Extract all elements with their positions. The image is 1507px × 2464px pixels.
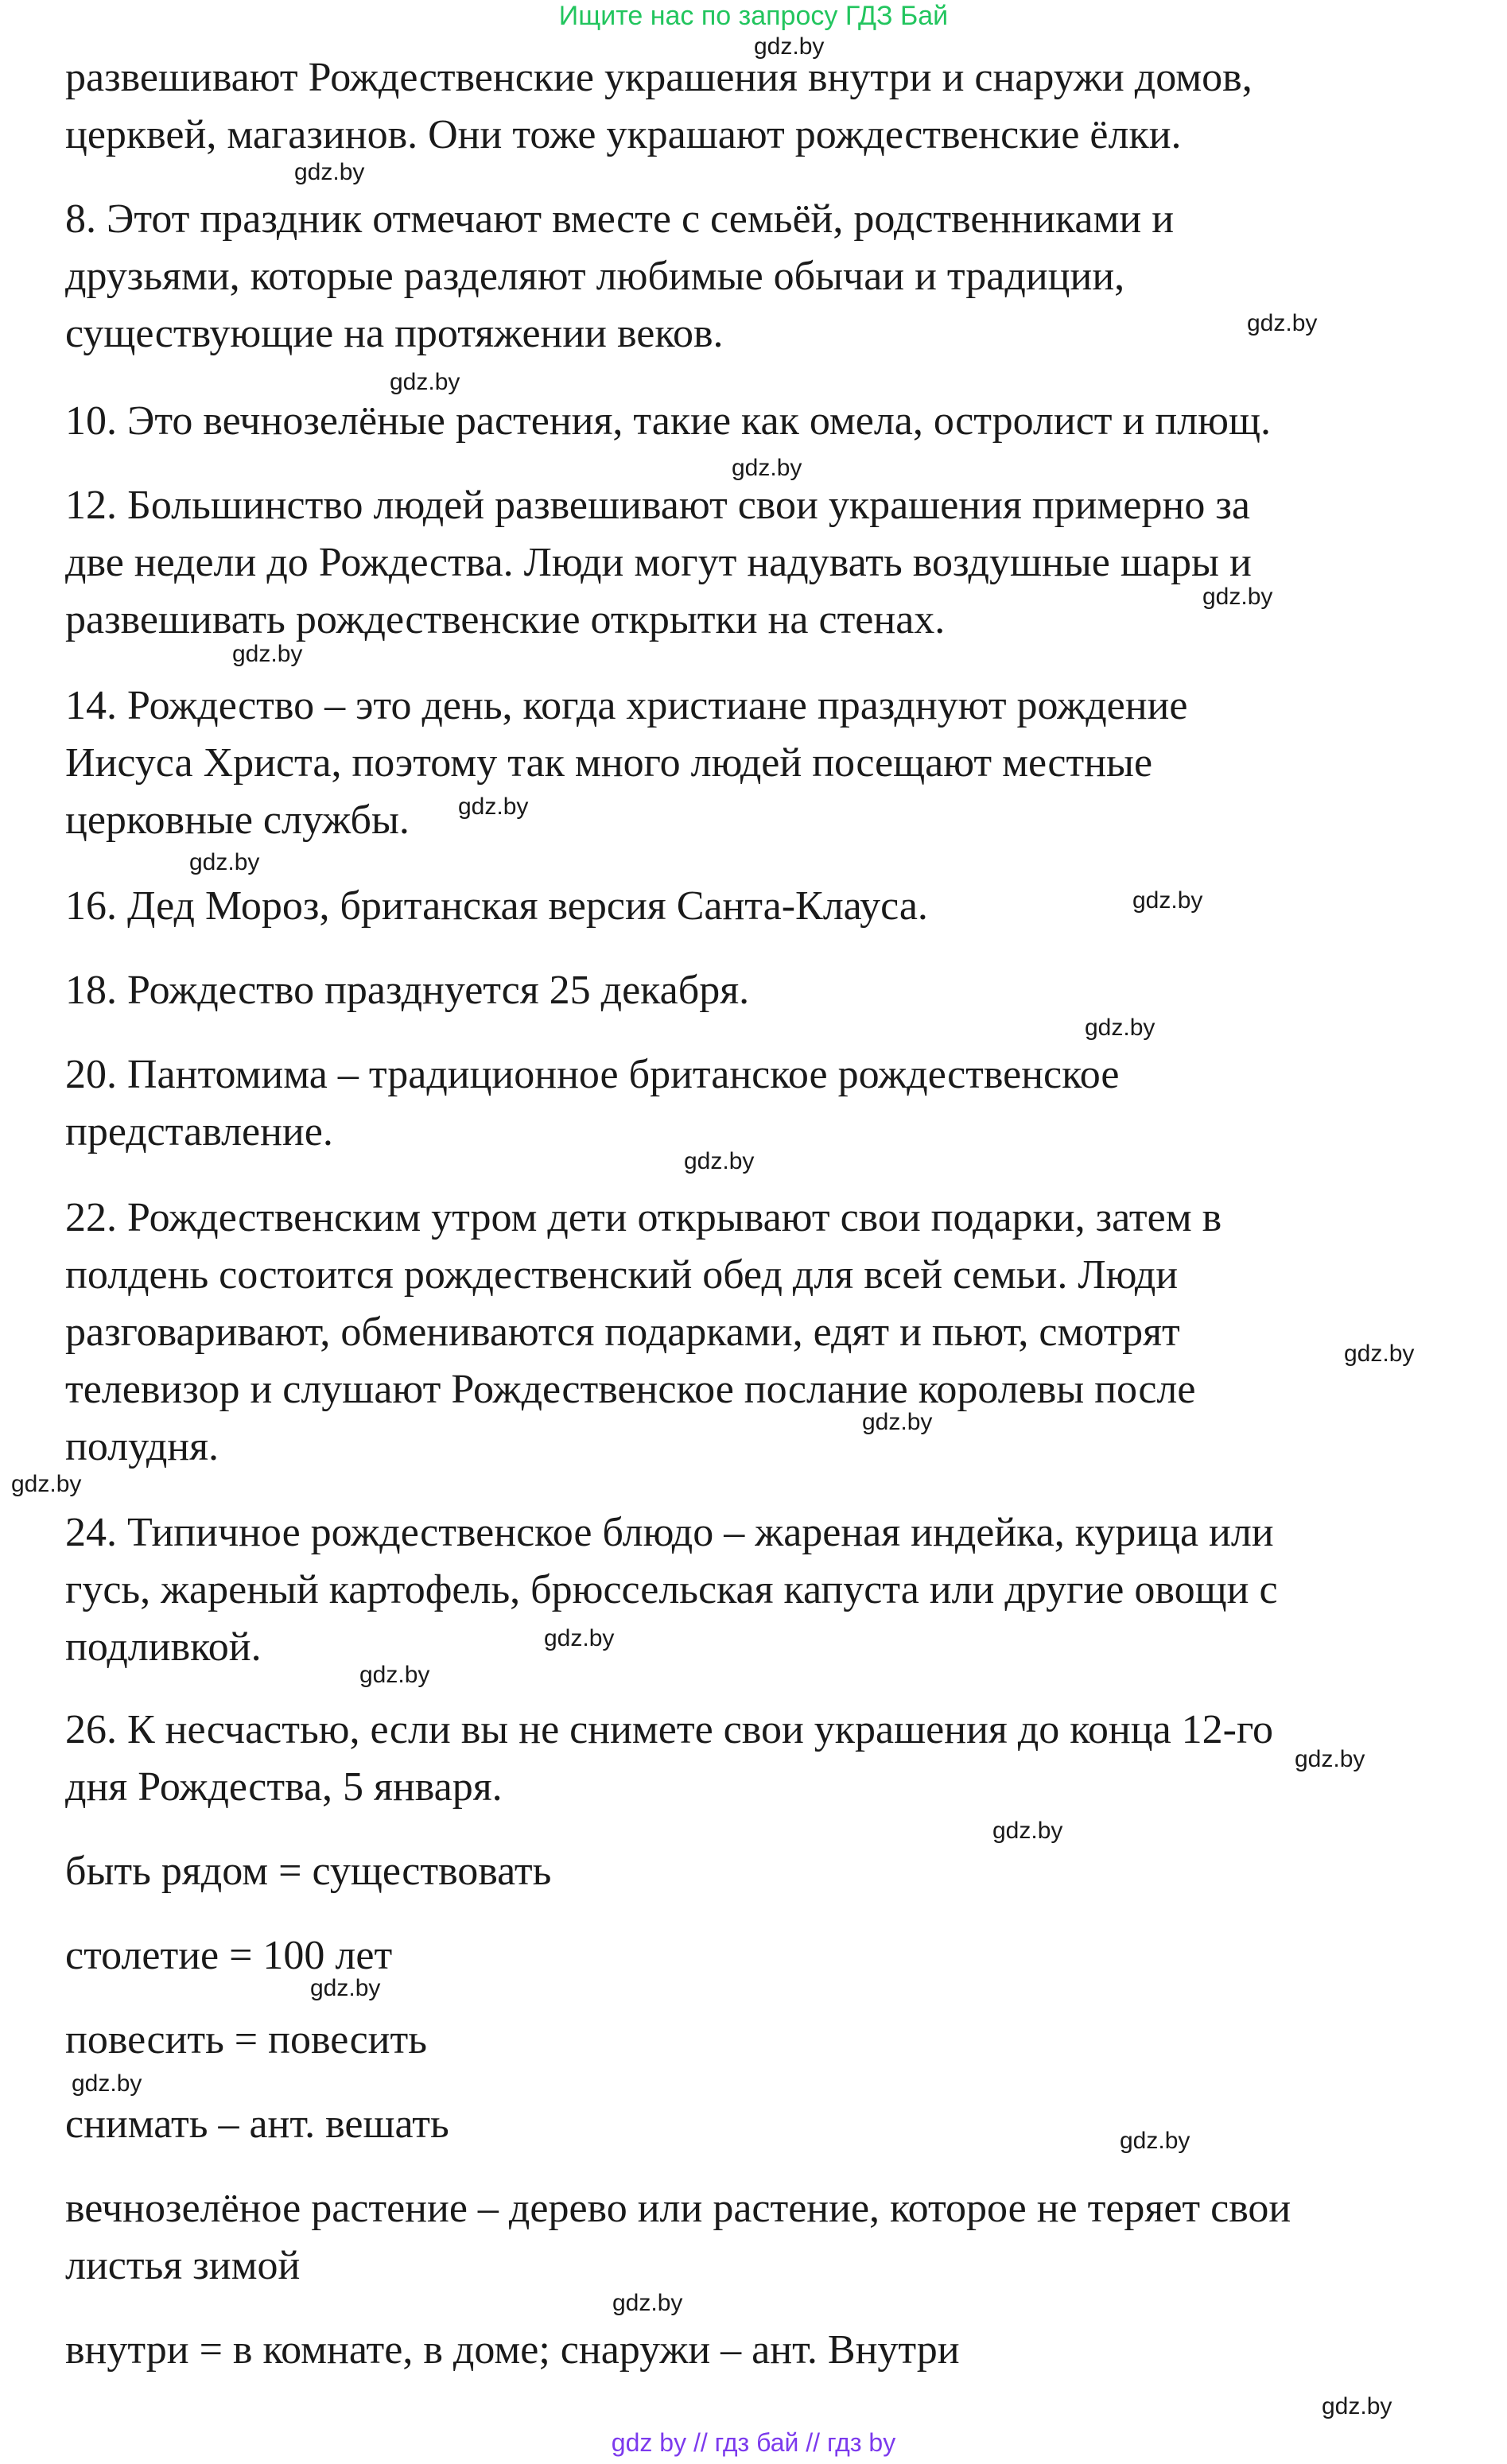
text-line: 12. Большинство людей развешивают свои украшения примерно за — [65, 483, 1250, 528]
text-line: 20. Пантомима – традиционное британское рождественское — [65, 1052, 1120, 1097]
text-line: друзьями, которые разделяют любимые обычаи и традиции, — [65, 254, 1125, 299]
watermark-text: gdz.by — [1295, 1746, 1365, 1772]
watermark-text: gdz.by — [1120, 2128, 1190, 2154]
text-line: существующие на протяжении веков. — [65, 311, 724, 356]
watermark-text: gdz.by — [1202, 584, 1273, 610]
watermark-text: gdz.by — [11, 1471, 82, 1497]
text-line: внутри = в комнате, в доме; снаружи – ант. Внутри — [65, 2327, 960, 2373]
text-line: 26. К несчастью, если вы не снимете свои украшения до конца 12-го — [65, 1707, 1273, 1752]
text-line: церквей, магазинов. Они тоже украшают рождественские ёлки. — [65, 112, 1182, 157]
watermark-text: gdz.by — [544, 1625, 615, 1651]
text-line: телевизор и слушают Рождественское послание королевы после — [65, 1367, 1196, 1412]
watermark-text: gdz.by — [992, 1818, 1063, 1844]
text-line: быть рядом = существовать — [65, 1849, 552, 1894]
watermark-text: gdz.by — [189, 849, 260, 875]
text-line: снимать – ант. вешать — [65, 2101, 449, 2147]
text-line: церковные службы. — [65, 797, 410, 843]
watermark-text: gdz.by — [1085, 1015, 1155, 1041]
text-line: 10. Это вечнозелёные растения, такие как омела, остролист и плющ. — [65, 398, 1271, 444]
header-search-link[interactable]: Ищите нас по запросу ГДЗ Бай — [558, 1, 949, 31]
text-line: Иисуса Христа, поэтому так много людей посещают местные — [65, 740, 1153, 786]
watermark-text: gdz.by — [684, 1148, 755, 1174]
text-line: столетие = 100 лет — [65, 1933, 393, 1978]
watermark-text: gdz.by — [294, 159, 365, 185]
watermark-text: gdz.by — [390, 369, 460, 395]
text-line: 16. Дед Мороз, британская версия Санта-Клауса. — [65, 883, 928, 929]
text-line: развешивают Рождественские украшения внутри и снаружи домов, — [65, 55, 1253, 100]
watermark-text: gdz.by — [310, 1975, 381, 2001]
watermark-text: gdz.by — [359, 1662, 430, 1688]
text-line: вечнозелёное растение – дерево или растение, которое не теряет свои — [65, 2186, 1291, 2231]
text-line: две недели до Рождества. Люди могут надувать воздушные шары и — [65, 540, 1252, 585]
footer-links[interactable]: gdz by // гдз бай // гдз by — [611, 2428, 896, 2457]
watermark-text: gdz.by — [1247, 310, 1318, 336]
watermark-text: gdz.by — [1344, 1341, 1415, 1367]
watermark-text: gdz.by — [72, 2070, 142, 2097]
text-line: подливкой. — [65, 1624, 262, 1670]
text-line: представление. — [65, 1109, 333, 1154]
watermark-text: gdz.by — [1132, 887, 1203, 914]
watermark-text: gdz.by — [458, 794, 529, 820]
text-line: развешивать рождественские открытки на стенах. — [65, 597, 946, 642]
watermark-text: gdz.by — [754, 33, 825, 60]
text-line: 18. Рождество празднуется 25 декабря. — [65, 968, 750, 1013]
watermark-text: gdz.by — [612, 2290, 683, 2316]
text-line: дня Рождества, 5 января. — [65, 1764, 503, 1810]
watermark-text: gdz.by — [862, 1409, 933, 1435]
text-line: разговаривают, обмениваются подарками, едят и пьют, смотрят — [65, 1310, 1180, 1355]
text-line: полудня. — [65, 1424, 219, 1469]
watermark-text: gdz.by — [732, 455, 802, 481]
text-line: 8. Этот праздник отмечают вместе с семьёй, родственниками и — [65, 196, 1175, 242]
text-line: 22. Рождественским утром дети открывают свои подарки, затем в — [65, 1195, 1222, 1240]
text-line: гусь, жареный картофель, брюссельская капуста или другие овощи с — [65, 1567, 1278, 1612]
text-line: 14. Рождество – это день, когда христиане празднуют рождение — [65, 683, 1188, 728]
text-line: листья зимой — [65, 2243, 301, 2288]
watermark-text: gdz.by — [1322, 2393, 1392, 2419]
text-line: повесить = повесить — [65, 2017, 427, 2062]
text-line: 24. Типичное рождественское блюдо – жареная индейка, курица или — [65, 1510, 1274, 1555]
text-line: полдень состоится рождественский обед для всей семьи. Люди — [65, 1252, 1179, 1298]
watermark-text: gdz.by — [232, 641, 303, 667]
